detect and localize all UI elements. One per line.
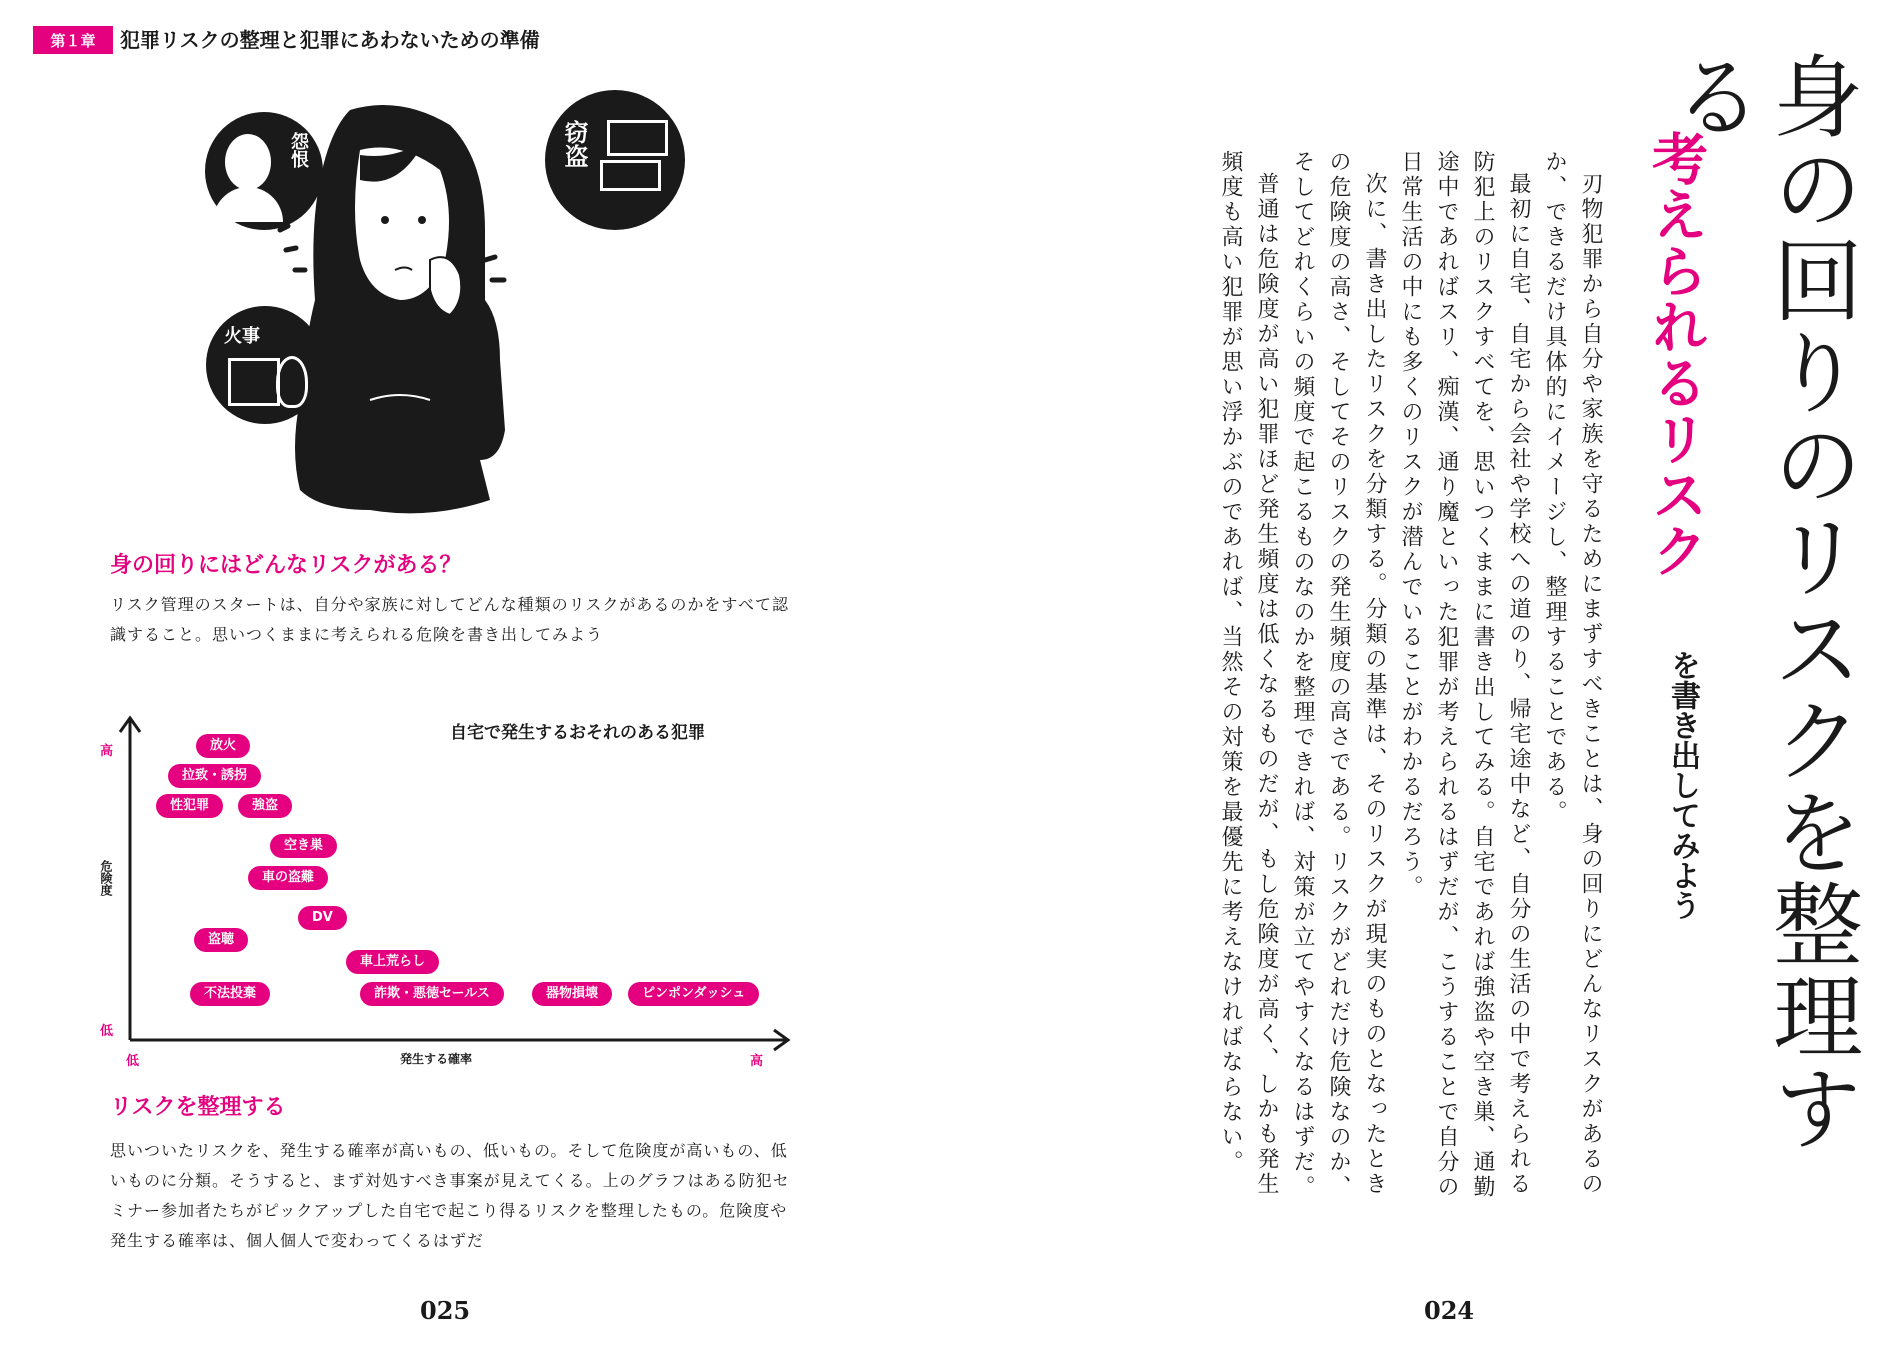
x-axis-label: 発生する確率 xyxy=(400,1052,473,1066)
page-subtitle-tail: を書き出してみよう xyxy=(1665,650,1700,920)
section2-body: 思いついたリスクを、発生する確率が高いもの、低いもの。そして危険度が高いもの、低いものに分類。そうすると、まず対処すべき事案が見えてくる。上のグラフはある防犯セミナー参加者たちがピックアップした自宅で起こり得るリスクを整理したもの。危険度や発生する確率は、個人個人で変わってくるはずだ xyxy=(110,1141,790,1250)
bubble-grudge-head xyxy=(225,134,271,190)
chart-title: 自宅で発生するおそれのある犯罪 xyxy=(450,723,705,743)
bubble-fire-house xyxy=(228,358,280,406)
page-title: 身の回りのリスクを整理する xyxy=(1657,50,1862,1154)
x-low-label: 低 xyxy=(126,1054,140,1069)
risk-item-car-theft: 車の盗難 xyxy=(248,866,328,890)
chapter-title: 犯罪リスクの整理と犯罪にあわないための準備 xyxy=(120,28,540,52)
risk-item-vandalism: 器物損壊 xyxy=(532,982,612,1006)
y-low-label: 低 xyxy=(100,1024,114,1039)
article-paragraph-3: 次に、書き出したリスクを分類する。分類の基準は、そのリスクが現実のものとなったときの危険度の高さ、そしてそのリスクの発生頻度の高さである。リスクがどれだけ危険なのか、そしてどれくらいの頻度で起こるものなのかを整理できれば、対策が立てやすくなるはずだ。 xyxy=(1290,150,1387,1200)
page-subtitle: 考えられるリスク xyxy=(1643,130,1708,578)
risk-item-kidnapping: 拉致・誘拐 xyxy=(168,764,261,788)
page-number-right: 024 xyxy=(1424,1296,1475,1325)
bubble-theft-drawer xyxy=(607,120,668,156)
bubble-grudge xyxy=(205,112,323,230)
risk-item-sexual-crime: 性犯罪 xyxy=(156,794,223,818)
y-high-label: 高 xyxy=(100,744,114,759)
bubble-theft xyxy=(545,90,685,230)
risk-item-car-breakin: 車上荒らし xyxy=(346,950,439,974)
x-high-label: 高 xyxy=(750,1054,764,1069)
article-paragraph-1: 刃物犯罪から自分や家族を守るためにまずすべきことは、身の回りにどんなリスクがあるのか、できるだけ具体的にイメージし、整理することである。 xyxy=(1542,150,1603,1197)
bubble-theft-drawer2 xyxy=(600,160,661,191)
risk-item-illegal-dumping: 不法投棄 xyxy=(190,982,270,1006)
risk-item-robbery: 強盗 xyxy=(238,794,292,818)
risk-item-ding-dong-ditch: ピンポンダッシュ xyxy=(628,982,759,1006)
risk-item-burglary: 空き巣 xyxy=(270,834,337,858)
risk-item-arson: 放火 xyxy=(196,734,250,758)
bubble-fire xyxy=(206,306,324,424)
risk-item-wiretap: 盗聴 xyxy=(194,928,248,952)
risk-item-fraud: 詐欺・悪徳セールス xyxy=(360,982,504,1006)
article-paragraph-4: 普通は危険度が高い犯罪ほど発生頻度は低くなるものだが、もし危険度が高く、しかも発生頻度も高い犯罪が思い浮かぶのであれば、当然その対策を最優先に考えなければならない。 xyxy=(1218,150,1279,1197)
bubble-fire-text: 火事 xyxy=(224,326,260,347)
section2-heading: リスクを整理する xyxy=(110,1095,286,1120)
bubble-fire-flame xyxy=(276,356,308,408)
y-axis-label: 危険度 xyxy=(99,860,113,896)
risk-item-dv: DV xyxy=(298,906,347,930)
section1-body: リスク管理のスタートは、自分や家族に対してどんな種類のリスクがあるのかをすべて認識すること。思いつくままに考えられる危険を書き出してみよう xyxy=(110,595,790,644)
article-paragraph-2: 最初に自宅、自宅から会社や学校への道のり、帰宅途中など、自分の生活の中で考えられる防犯上のリスクすべてを、思いつくままに書き出してみる。自宅であれば強盗や空き巣、通勤途中であればスリ、痴漢、通り魔といった犯罪が考えられるはずだが、こうすることで自分の日常生活の中にも多くのリスクが潜んでいることがわかるだろう。 xyxy=(1398,150,1531,1200)
bubble-grudge-text: 怨恨 xyxy=(288,132,309,168)
bubble-theft-text: 窃盗 xyxy=(560,120,588,168)
section1-heading: 身の回りにはどんなリスクがある？ xyxy=(110,553,462,578)
article-body xyxy=(1108,150,1608,1200)
page-number-left: 025 xyxy=(420,1296,471,1325)
chapter-badge: 第１章 xyxy=(33,26,113,54)
bubble-grudge-body xyxy=(213,187,283,222)
risk-chart xyxy=(99,710,810,1070)
